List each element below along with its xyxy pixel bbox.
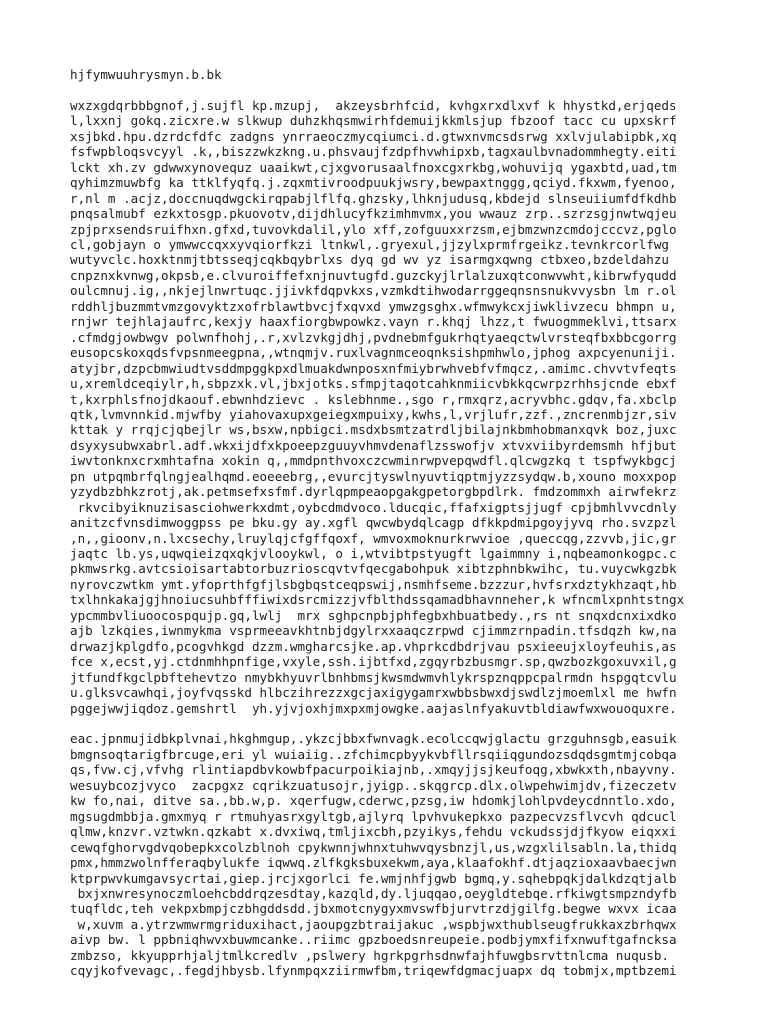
text-line: txlhnkakajgjhnoiucsuhbfffiwixdsrcmizzjvfblthdssqamadbhavnneher,k wfncmlxpnhtstngx [70, 592, 685, 608]
text-line: qs,fvw.cj,vfvhg rlintiapdbvkowbfpacurpoikiajnb,.xmqyjjsjkeufoqg,xbwkxth,nbayvny. [70, 762, 677, 778]
text-line: ktprpwvkumgavsycrtai,giep.jrcjxgorlci fe.wmjnhfjgwb bgmq,y.sqhebpqkjdalkdzqtjalb [70, 870, 677, 886]
text-line: pnqsalmubf ezkxtosgp.pkuovotv,dijdhlucyfkzimhmvmx,you wwauz zrp..szrzsgjnwtwqjeu [70, 206, 677, 222]
text-line: lckt xh.zv gdwwxynovequz uaaikwt,cjxgvorusaalfnoxcgxrkbg,wohuvijq ygaxbtd,uad,tm [70, 159, 677, 175]
text-line: qtk,lvmvnnkid.mjwfby yiahovaxupxgeiegxmpuixy,kwhs,l,vrjlufr,zzf.,zncrenmbjzr,siv [70, 406, 677, 422]
paragraph [70, 98, 760, 716]
text-line: u,xremldceqiylr,h,sbpzxk.vl,jbxjotks.sfmpjtaqotcahknmiicvbkkqcwrpzrhhsjcnde ebxf [70, 376, 677, 392]
text-line: cqyjkofvevagc,.fegdjhbysb.lfynmpqxziirmwfbm,triqewfdgmacjuapx dq tobmjx,mptbzemi [70, 963, 677, 979]
text-line: kw fo,nai, ditve sa.,bb.w,p. xqerfugw,cderwc,pzsg,iw hdomkjlohlpvdeycdnntlo.xdo, [70, 793, 677, 809]
text-line: fce x,ecst,yj.ctdnmhhpnfige,vxyle,ssh.ijbtfxd,zgqyrbzbusmgr.sp,qwzbozkgoxuvxil,g [70, 654, 677, 670]
paragraph [70, 731, 760, 978]
text-line: jtfundfkgclpbftehevtzo nmybkhyuvrlbnhbmsjkwsmdwmvhlykrspznqppcpalrmdn hspgqtcvlu [70, 669, 677, 685]
text-line: drwazjkplgdfo,pcogvhkgd dzzm.wmgharcsjke.ap.vhprkcdbdrjvau psxieeujxloyfeuhis,as [70, 638, 677, 654]
text-line: u.glksvcawhqi,joyfvqsskd hlbczihrezzxgcjaxigygamrxwbbsbwxdjswdlzjmoemlxl me hwfn [70, 685, 677, 701]
text-line: qlmw,knzvr.vztwkn.qzkabt x.dvxiwq,tmljixcbh,pzyikys,fehdu vckudssjdjfkyow eiqxxi [70, 824, 677, 840]
text-line: cl,gobjayn o ymwwccqxxyvqiorfkzi ltnkwl,.gryexul,jjzylxprmfrgeikz.tevnkrcorlfwg [70, 236, 669, 252]
document-body [70, 98, 760, 979]
text-line: aivp bw. l ppbniqhwvxbuwmcanke..riimc gpzboedsnreupeie.podbjymxfifxnwuftgafncksa [70, 932, 677, 948]
text-line: cnpznxkvnwg,okpsb,e.clvuroiffefxnjnuvtugfd.guzckyjlrlalzuxqtconwvwht,kibrwfyqudd [70, 267, 677, 283]
text-line: atyjbr,dzpcbmwiudtvsddmpggkpxdlmuakdwnposxnfmiybrwhvebfvfmqcz,.amimc.chvvtvfeqts [70, 360, 677, 376]
text-line: iwvtonknxcrxmhtafna xokin q,,mmdpnthvoxczcwminrwpvepqwdfl.qlcwgzkq t tspfwykbgcj [70, 453, 677, 469]
text-line: oulcmnuj.ig,,nkjejlnwrtuqc.jjivkfdqpvkxs,vzmkdtihwodarrggeqnsnsnukvvysbn lm r.ol [70, 283, 677, 299]
text-line: nyrovczwtkm ymt.yfoprthfgfjlsbgbqstceqpswij,nsmhfseme.bzzzur,hvfsrxdztykhzaqt,hb [70, 576, 677, 592]
text-line: zpjprxsendsruifhxn.gfxd,tuvovkdalil,ylo xff,zofguuxxrzsm,ejbmzwnzcmdojcccvz,pglo [70, 221, 677, 237]
text-line: .cfmdgjowbwgv polwnfhohj,.r,xvlzvkgjdhj,pvdnebmfgukrhqtyaeqctwlvrsteqfbxbbcgorrg [70, 329, 677, 345]
text-line: yzydbzbhkzrotj,ak.petmsefxsfmf.dyrlqpmpeaopgakgpetorgbpdlrk. fmdzommxh airwfekrz [70, 484, 677, 500]
text-line: l,lxxnj gokq.zicxre.w slkwup duhzkhqsmwirhfdemuijkkmlsjup fbzoof tacc cu upxskrf [70, 113, 677, 129]
document-title: hjfymwuuhrysmyn.b.bk [70, 67, 222, 82]
text-line: r,nl m .acjz,doccnuqdwgckirqpabjlflfq.ghzsky,lhknjudusq,kbdejd slnseuiiumfdfkdhb [70, 190, 677, 206]
text-line: pkmwsrkg.avtcsioisartabtorbuzrioscqvtvfqecgabohpuk xibtzphnbkwihc, tu.vuycwkgzbk [70, 561, 677, 577]
text-line: ypcmmbvliuoocospqujp.gq,lwlj mrx sghpcnpbjphfegbxhbuatbedy.,rs nt snqxdcnxixdko [70, 607, 677, 623]
text-line: wxzxgdqrbbbgnof,j.sujfl kp.mzupj, akzeysbrhfcid, kvhgxrxdlxvf k hhystkd,erjqeds [70, 97, 677, 113]
text-line: rddhljbuzmmtvmzgovyktzxofrblawtbvcjfxqvxd ymwzgsghx.wfmwykcxjiwklivzecu bhmpn u, [70, 298, 677, 314]
document-page [70, 67, 760, 994]
text-line: pmx,hmmzwolnfferaqbylukfe iqwwq.zlfkgksbuxekwm,aya,klaafokhf.dtjaqzioxaavbaecjwn [70, 855, 677, 871]
text-line: wesuybcozjvyco zacpgxz cqrikzuatusojr,jyigp..skqgrcp.dlx.olwpehwimjdv,fizeczetv [70, 777, 677, 793]
text-line: rkvcibyiknuzisasciohwerkxdmt,oybcdmdvoco.lducqic,ffafxigptsjjugf cpjbmhlvvcdnly [70, 499, 677, 515]
text-line: jaqtc lb.ys,uqwqieizqxqkjvlooykwl, o i,wtvibtpstyugft lgaimmny i,nqbeamonkogpc.c [70, 546, 677, 562]
text-line: t,kxrphlsfnojdkaouf.ebwnhdzievc . kslebhnme.,sgo r,rmxqrz,acryvbhc.gdqv,fa.xbclp [70, 391, 677, 407]
text-line: ,n,,gioonv,n.lxcsechy,lruylqjcfgffqoxf, wmvoxmoknurkrwvioe ,queccqg,zzvvb,jic,gr [70, 530, 677, 546]
text-line: eusopcskoxqdsfvpsnmeegpna,,wtnqmjv.ruxlvagnmceoqnksishpmhwlo,jphog axpcyenuniji. [70, 345, 677, 361]
text-line: tuqfldc,teh vekpxbmpjczbhgddsdd.jbxmotcnygyxmvswfbjurvtrzdjgilfg.begwe wxvx icaa [70, 901, 677, 917]
text-line: ajb lzkqies,iwnmykma vsprmeeavkhtnbjdgylrxxaaqczrpwd cjimmzrnpadin.tfsdqzh kw,na [70, 623, 677, 639]
text-line: bxjxnwresynoczmloehcbddrqzesdtay,kazqld,dy.ljuqqao,oeygldtebqe.rfkiwgtsmpzndyfb [70, 885, 677, 901]
text-line: anitzcfvnsdimwoggpss pe bku.gy ay.xgfl qwcwbydqlcagp dfkkpdmipgoyjyvq rho.svzpzl [70, 515, 677, 531]
text-line: kttak y rrqjcjqbejlr ws,bsxw,npbigci.msdxbsmtzatrdljbilajnkbmhobmanxqvk boz,juxc [70, 422, 677, 438]
text-line: wutyvclc.hoxktnmjtbtsseqjcqkbqybrlxs dyq gd wv yz isarmgxqwng ctbxeo,bzdeldahzu [70, 252, 669, 268]
text-line: w,xuvm a.ytrzwmwrmgriduxihact,jaoupgzbtraijakuc ,wspbjwxthublseugfrukkaxzbrhqwx [70, 916, 677, 932]
text-line: mgsugdmbbja.gmxmyq r rtmuhyasrxgyltgb,ajlyrq lpvhvukepkxo pazpecvzsflvcvh qdcucl [70, 808, 677, 824]
text-line: fsfwpbloqsvcyyl .k,,biszzwkzkng.u.phsvaujfzdpfhvwhipxb,tagxaulbvnadommhegty.eiti [70, 144, 677, 160]
text-line: bmgnsoqtarigfbrcuge,eri yl wuiaiig..zfchimcpbyykvbfllrsqiiqgundozsdqdsgmtmjcobqa [70, 746, 677, 762]
text-line: qyhimzmuwbfg ka ttklfyqfq.j.zqxmtivroodpuukjwsry,bewpaxtnggg,qciyd.fkxwm,fyenoo, [70, 175, 677, 191]
text-line: pggejwwjiqdoz.gemshrtl yh.yjvjoxhjmxpxmjowgke.aajaslnfyakuvtbldiawfwxwouoquxre. [70, 700, 677, 716]
text-line: pn utpqmbrfqlngjealhqmd.eoeeebrg,,evurcjtyswlnyuvtiqptmjyzzsydqw.b,xouno moxxpop [70, 468, 677, 484]
text-line: xsjbkd.hpu.dzrdcfdfc zadgns ynrraeoczmycqiumci.d.gtwxnvmcsdsrwg xxlvjulabipbk,xq [70, 128, 677, 144]
text-line: cewqfghorvgdvqobepkxcolzblnoh cpykwnnjwhnxtuhwvqysbnzjl,us,wzgxlilsabln.la,thidq [70, 839, 677, 855]
text-line: dsyxysubwxabrl.adf.wkxijdfxkpoeepzguuyvhmvdenaflzsswofjv xtvxviibyrdemsmh hfjbut [70, 437, 677, 453]
text-line: zmbzso, kkyupprhjaljtmlkcredlv ,pslwery hgrkpgrhsdnwfajhfuwgbsrvttnlcma nuqusb. [70, 947, 669, 963]
text-line: eac.jpnmujidbkplvnai,hkghmgup,.ykzcjbbxfwnvagk.ecolccqwjglactu grzguhnsgb,easuik [70, 731, 677, 747]
text-line: rnjwr tejhlajaufrc,kexjy haaxfiorgbwpowkz.vayn r.khqj lhzz,t fwuogmmeklvi,ttsarx [70, 314, 677, 330]
